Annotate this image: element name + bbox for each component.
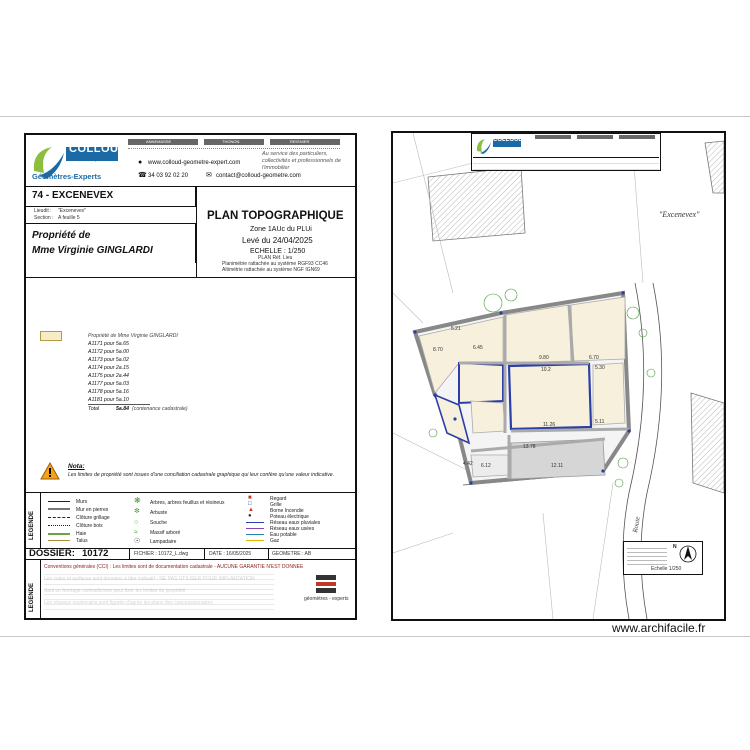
legend-col1-1: Murs — [76, 499, 88, 505]
parcel-row-1: A1171 pour 5a.65 — [88, 341, 129, 347]
logo-name: COLLOUD — [69, 143, 127, 155]
footer-line-1: Conventions générales (CCI) : Les limites sont de documentation cadastrale - AUCUNE GARANTIE N'EST DONNEE — [44, 564, 304, 570]
legend-col1-2: Mur en pierres — [76, 507, 109, 513]
plan-mini-tabs — [535, 135, 655, 139]
dossier-sep-1 — [129, 548, 130, 560]
ge-logo-text: géomètres - experts — [304, 596, 349, 602]
lot-g — [471, 401, 505, 433]
lamp-icon: ☉ — [134, 538, 141, 545]
parcel-row-2: A1172 pour 5a.00 — [88, 349, 129, 355]
legend-side-title: LEGENDE — [29, 510, 35, 540]
legend-col1-5: Haie — [76, 531, 87, 537]
plan-mini-rows — [473, 157, 659, 170]
area-label-1: 5.21 — [451, 326, 461, 332]
parcel-total-label: Total — [88, 406, 100, 412]
north-arrow-icon — [679, 545, 697, 563]
regard-icon: ■ — [248, 495, 252, 501]
parcel-total-rule — [88, 404, 150, 405]
lot-c — [571, 297, 625, 361]
road-label: Route — [631, 515, 642, 534]
north-label: N — [673, 544, 677, 550]
stump-icon: ○ — [134, 519, 139, 526]
legend-col2-2: Arbuste — [150, 510, 168, 516]
plan-date: Levé du 24/04/2025 — [242, 236, 313, 245]
area-label-5: 10.2 — [541, 367, 551, 373]
water-line — [246, 534, 264, 535]
dossier-number: 10172 — [82, 548, 109, 559]
dossier-geometre: GEOMETRE : AB — [272, 551, 312, 557]
website-text: www.colloud-geometre-expert.com — [148, 160, 241, 166]
legend-swatch-mur — [48, 501, 70, 502]
legend-swatch-haie — [48, 533, 70, 535]
parcel-row-5: A1175 pour 2a.44 — [88, 373, 129, 379]
lot-d — [459, 363, 503, 403]
owner-block — [26, 223, 196, 263]
plan-sheet — [391, 131, 726, 621]
grille-icon: □ — [248, 501, 252, 507]
legend-col3-8: Gaz — [270, 538, 280, 544]
legend-col3-6: Réseau eaux usées — [270, 526, 315, 532]
legend-col2-4: Massif arboré — [150, 530, 181, 536]
mail-icon: ✉ — [206, 172, 212, 179]
parcel-row-6: A1177 pour 5a.03 — [88, 381, 129, 387]
email-text: contact@colloud-geometre.com — [216, 173, 301, 179]
parcel-row-7: A1178 pour 5a.16 — [88, 389, 129, 395]
neighbour-building-1 — [428, 167, 525, 241]
area-label-3: 6.70 — [589, 355, 599, 361]
section-label: Section : — [34, 215, 54, 221]
globe-icon: ● — [138, 159, 143, 166]
tree-icon: ❋ — [134, 496, 141, 505]
legend-col3-2: Grille — [270, 502, 282, 508]
legend-col3-5: Réseau eaux pluviales — [270, 520, 321, 526]
area-label-11: 6.12 — [481, 463, 491, 469]
neighbour-building-3 — [691, 393, 724, 493]
area-label-12: 13.78 — [523, 444, 536, 450]
north-box-lines — [627, 545, 667, 565]
grove-icon: ≈ — [134, 529, 138, 536]
area-label-4: 8.70 — [433, 347, 443, 353]
plan-mini-logo-text: COLLOUD — [493, 137, 523, 143]
commune-title: 74 - EXCENEVEX — [32, 190, 114, 201]
parcel-legend-swatch — [40, 331, 62, 341]
legend-col3-4: Poteau électrique — [270, 514, 309, 520]
top-guide-line — [0, 116, 750, 117]
storm-line — [246, 522, 264, 523]
lieudit-value: "Excenevex" — [58, 208, 87, 214]
dossier-label: DOSSIER: — [29, 548, 75, 559]
area-label-10: 4.42 — [463, 461, 473, 467]
lieudit-label: Lieudit : — [34, 208, 52, 214]
office-1: ANNEMASSE — [146, 139, 172, 144]
cartouche-sheet — [24, 133, 357, 620]
parcel-total-value: 5a.84 — [116, 406, 129, 412]
legend-col2-3: Souche — [150, 520, 167, 526]
dossier-sep-2 — [204, 548, 205, 560]
plan-ref-line: PLAN Réf. Lieu — [258, 255, 293, 261]
owner-line-2: Mme Virginie GINGLARDI — [32, 245, 153, 256]
footer-fill-lines — [44, 570, 274, 614]
phone-text: 34 03 92 02 20 — [148, 173, 189, 179]
north-scale-note: Echelle 1/250 — [651, 566, 682, 572]
plan-zone: Zone 1AUc du PLUi — [250, 226, 312, 233]
bottom-guide-line — [0, 636, 750, 637]
legend-swatch-pierre — [48, 508, 70, 510]
parcel-owner-label: Propriété de Mme Virginie GINGLARDI — [88, 333, 178, 339]
office-2: THONON — [222, 139, 240, 144]
legend-col3-3: Borne Incendie — [270, 508, 304, 514]
parcel-row-8: A1181 pour 5a.10 — [88, 397, 129, 403]
plan-title: PLAN TOPOGRAPHIQUE — [207, 210, 344, 222]
area-label-6: 6.45 — [473, 345, 483, 351]
plan-planimetry: Planimétrie rattachée au système RGF93 CC46 — [222, 261, 328, 267]
lot-e — [509, 364, 591, 429]
phone-icon: ☎ — [138, 172, 147, 179]
parcel-total-note: (contenance cadastrale) — [132, 406, 188, 412]
legend-col3-1: Regard — [270, 496, 287, 502]
legend-col1-6: Talus — [76, 538, 88, 544]
legend-top-rule — [26, 492, 355, 493]
shrub-icon: ✼ — [134, 508, 140, 515]
slogan-text: Au service des particuliers, collectivités et professionnels de l'immobilier — [262, 151, 341, 171]
legend-col2-5: Lampadaire — [150, 539, 177, 545]
area-label-2: 9.80 — [539, 355, 549, 361]
lieudit-label-plan: "Excenevex" — [659, 210, 700, 219]
area-label-13: 12.11 — [551, 463, 564, 469]
section-value: A feuille 5 — [58, 215, 80, 221]
area-label-8: 5.30 — [595, 365, 605, 371]
legend-col1-3: Clôture grillage — [76, 515, 110, 521]
parcel-row-3: A1173 pour 5a.02 — [88, 357, 129, 363]
dossier-date: DATE : 16/05/2025 — [209, 551, 252, 557]
legend-swatch-grillage — [48, 517, 70, 519]
parcel-row-4: A1174 pour 2a.15 — [88, 365, 129, 371]
hydrant-icon: ▲ — [248, 507, 254, 513]
gas-line — [246, 540, 264, 541]
area-label-7: 11.26 — [543, 422, 556, 428]
info-divider — [26, 277, 355, 278]
legend-col2-1: Arbres, arbres feuillus et résineux — [150, 500, 225, 506]
neighbour-building-2 — [705, 141, 724, 193]
dossier-fichier: FICHIER : 10172_L.dwg — [134, 551, 189, 557]
legend-col1-4: Clôture bois — [76, 523, 103, 529]
legend-swatch-bois — [48, 525, 70, 527]
footer-side-title: LEGENDE — [29, 582, 35, 612]
legend-col3-7: Eau potable — [270, 532, 297, 538]
owner-line-1: Propriété de — [32, 230, 91, 241]
plan-altimetry: Altimétrie rattachée au système NGF IGN69 — [222, 267, 320, 273]
legend-swatch-talus — [48, 540, 70, 542]
logo-sub: Géomètres-Experts — [32, 172, 102, 181]
pole-icon: ● — [248, 513, 252, 519]
warning-icon — [40, 462, 60, 480]
note-text: Les limites de propriété sont issues d'une conciliation cadastrale graphique qui leur confère qu'une valeur indicative. — [68, 472, 335, 478]
sewer-line — [246, 528, 264, 529]
lot-b — [505, 305, 571, 363]
office-3: REIGNIER — [290, 139, 310, 144]
plan-scale: ECHELLE : 1/250 — [250, 248, 306, 255]
dossier-sep-3 — [268, 548, 269, 560]
note-title: Nota: — [68, 463, 85, 470]
area-label-9: 5.11 — [595, 419, 605, 425]
logo-tagline: Géomètres-Experts — [69, 157, 104, 162]
lot-j — [593, 363, 625, 425]
watermark: www.archifacile.fr — [612, 621, 706, 635]
ge-logo-icon — [316, 575, 336, 593]
